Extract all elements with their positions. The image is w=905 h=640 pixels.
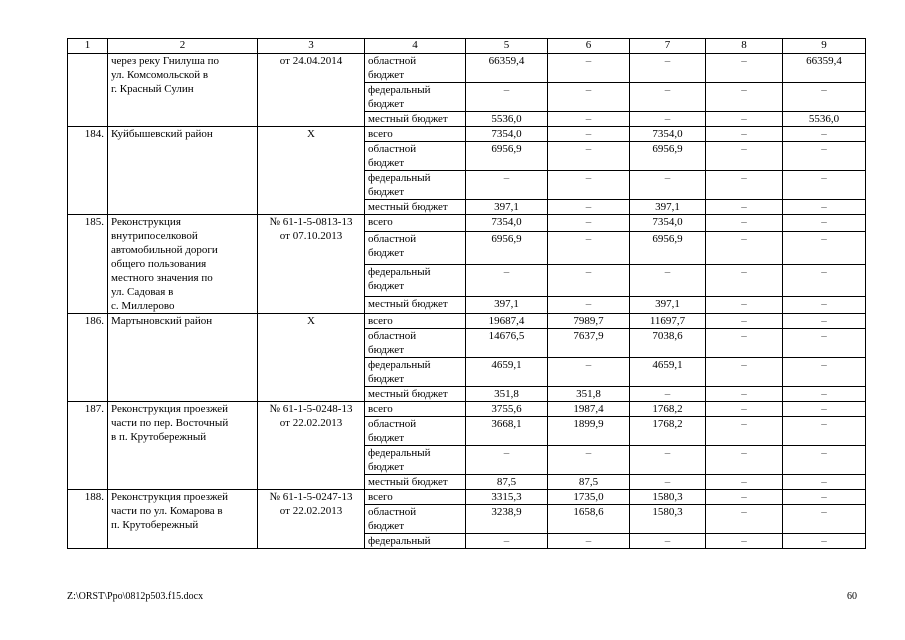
object-name-line: с. Миллерово: [111, 300, 175, 312]
amount-cell: 3668,1: [466, 417, 548, 446]
table-body: [68, 39, 866, 549]
amount-cell: –: [706, 314, 783, 329]
funding-source: [365, 446, 466, 475]
amount-cell: –: [706, 127, 783, 142]
funding-source: [365, 417, 466, 446]
amount-cell: –: [548, 142, 630, 171]
amount-cell: –: [548, 54, 630, 83]
amount-cell: –: [706, 417, 783, 446]
funding-source-line: бюджет: [368, 279, 404, 292]
document-reference: [258, 54, 365, 127]
amount-cell: –: [783, 490, 866, 505]
column-number: 6: [548, 39, 630, 54]
funding-source: [365, 534, 466, 549]
amount-cell: 66359,4: [466, 54, 548, 83]
table-row: [68, 490, 866, 505]
header-row: [68, 39, 866, 54]
amount-cell: –: [706, 297, 783, 314]
amount-cell: –: [783, 475, 866, 490]
item-number: 186.: [68, 314, 108, 402]
amount-cell: 397,1: [466, 297, 548, 314]
funding-source: [365, 314, 466, 329]
amount-cell: 87,5: [548, 475, 630, 490]
amount-cell: 4659,1: [630, 358, 706, 387]
column-number: 3: [258, 39, 365, 54]
funding-source: [365, 142, 466, 171]
amount-cell: –: [706, 387, 783, 402]
amount-cell: 5536,0: [783, 112, 866, 127]
amount-cell: 7637,9: [548, 329, 630, 358]
amount-cell: –: [548, 446, 630, 475]
funding-source: [365, 402, 466, 417]
footer-file-path: Z:\ORST\Ppo\0812p503.f15.docx: [67, 591, 204, 602]
amount-cell: 351,8: [548, 387, 630, 402]
amount-cell: 1580,3: [630, 490, 706, 505]
table-row: [68, 54, 866, 83]
amount-cell: 1768,2: [630, 402, 706, 417]
funding-source-line: федеральный: [368, 359, 431, 371]
amount-cell: 1899,9: [548, 417, 630, 446]
amount-cell: 397,1: [630, 200, 706, 215]
object-name-line: местного значения по: [111, 272, 213, 284]
funding-source-line: областной: [368, 55, 417, 67]
funding-source: [365, 387, 466, 402]
amount-cell: –: [783, 446, 866, 475]
amount-cell: 7354,0: [630, 215, 706, 232]
amount-cell: –: [706, 446, 783, 475]
amount-cell: 11697,7: [630, 314, 706, 329]
amount-cell: 7989,7: [548, 314, 630, 329]
object-name-line: Мартыновский район: [111, 315, 213, 327]
amount-cell: –: [466, 171, 548, 200]
document-reference-line: Х: [307, 128, 315, 140]
object-name-line: части по ул. Комарова в: [111, 505, 223, 517]
object-name-line: ул. Садовая в: [111, 286, 174, 298]
amount-cell: –: [783, 402, 866, 417]
document-reference: [258, 490, 365, 549]
object-name-line: г. Красный Сулин: [111, 83, 194, 95]
amount-cell: –: [783, 200, 866, 215]
funding-source-line: областной: [368, 143, 417, 155]
item-number: 188.: [68, 490, 108, 549]
amount-cell: 6956,9: [466, 231, 548, 264]
funding-source: [365, 329, 466, 358]
amount-cell: 3315,3: [466, 490, 548, 505]
amount-cell: –: [548, 112, 630, 127]
column-number: 7: [630, 39, 706, 54]
amount-cell: 14676,5: [466, 329, 548, 358]
funding-source-line: всего: [368, 403, 393, 415]
amount-cell: –: [783, 329, 866, 358]
funding-source: [365, 475, 466, 490]
document-reference: [258, 314, 365, 402]
funding-source: [365, 231, 466, 264]
amount-cell: 66359,4: [783, 54, 866, 83]
object-name-line: ул. Комсомольской в: [111, 69, 209, 81]
table-row: [68, 215, 866, 232]
funding-source: [365, 264, 466, 297]
funding-source-line: всего: [368, 491, 393, 503]
amount-cell: 3238,9: [466, 505, 548, 534]
funding-source-line: бюджет: [368, 461, 404, 473]
funding-source-line: местный бюджет: [368, 201, 448, 213]
amount-cell: 5536,0: [466, 112, 548, 127]
amount-cell: –: [706, 112, 783, 127]
funding-source-line: всего: [368, 216, 393, 228]
amount-cell: –: [548, 215, 630, 232]
funding-source-line: местный бюджет: [368, 298, 448, 311]
funding-source-line: бюджет: [368, 246, 404, 259]
funding-source-line: бюджет: [368, 157, 404, 169]
amount-cell: 1768,2: [630, 417, 706, 446]
document-reference-line: № 61-1-5-0813-13: [269, 216, 353, 228]
amount-cell: –: [706, 505, 783, 534]
amount-cell: –: [630, 54, 706, 83]
table-row: [68, 127, 866, 142]
funding-source-line: всего: [368, 128, 393, 140]
amount-cell: –: [783, 215, 866, 232]
document-reference-line: от 22.02.2013: [279, 505, 343, 517]
funding-source-line: бюджет: [368, 373, 404, 385]
amount-cell: –: [706, 490, 783, 505]
object-name-line: через реку Гнилуша по: [111, 55, 220, 67]
amount-cell: –: [706, 534, 783, 549]
object-name-line: части по пер. Восточный: [111, 417, 229, 429]
object-name-line: Реконструкция проезжей: [111, 491, 229, 503]
column-number: 8: [706, 39, 783, 54]
funding-source-line: федеральный: [368, 265, 431, 278]
amount-cell: –: [783, 387, 866, 402]
funding-source: [365, 490, 466, 505]
object-name: [108, 54, 258, 127]
document-reference-line: № 61-1-5-0247-13: [269, 491, 353, 503]
funding-source: [365, 505, 466, 534]
amount-cell: –: [630, 534, 706, 549]
amount-cell: –: [706, 475, 783, 490]
amount-cell: 1735,0: [548, 490, 630, 505]
object-name-line: автомобильной дороги: [111, 244, 218, 256]
amount-cell: –: [783, 83, 866, 112]
document-reference-line: Х: [307, 315, 315, 327]
document-reference-line: от 07.10.2013: [279, 230, 343, 242]
amount-cell: 6956,9: [466, 142, 548, 171]
amount-cell: –: [548, 127, 630, 142]
object-name: [108, 127, 258, 215]
amount-cell: –: [706, 83, 783, 112]
amount-cell: –: [783, 231, 866, 264]
funding-source-line: всего: [368, 315, 393, 327]
funding-source-line: бюджет: [368, 69, 404, 81]
funding-source: [365, 297, 466, 314]
amount-cell: –: [706, 54, 783, 83]
funding-source-line: местный бюджет: [368, 388, 448, 400]
amount-cell: –: [466, 446, 548, 475]
funding-source-line: бюджет: [368, 98, 404, 110]
amount-cell: 4659,1: [466, 358, 548, 387]
amount-cell: –: [706, 264, 783, 297]
object-name-line: Реконструкция: [111, 216, 181, 228]
amount-cell: 7038,6: [630, 329, 706, 358]
document-reference: [258, 215, 365, 314]
amount-cell: –: [548, 231, 630, 264]
amount-cell: –: [783, 417, 866, 446]
amount-cell: –: [783, 127, 866, 142]
funding-source: [365, 215, 466, 232]
amount-cell: –: [466, 83, 548, 112]
funding-source-line: федеральный: [368, 447, 431, 459]
item-number: 187.: [68, 402, 108, 490]
funding-source-line: областной: [368, 330, 417, 342]
funding-source-line: федеральный: [368, 535, 431, 547]
amount-cell: 397,1: [466, 200, 548, 215]
funding-source-line: местный бюджет: [368, 476, 448, 488]
amount-cell: –: [783, 264, 866, 297]
funding-source: [365, 127, 466, 142]
amount-cell: –: [706, 200, 783, 215]
amount-cell: –: [548, 264, 630, 297]
column-number: 4: [365, 39, 466, 54]
column-number: 9: [783, 39, 866, 54]
amount-cell: 6956,9: [630, 142, 706, 171]
amount-cell: –: [706, 329, 783, 358]
funding-source-line: бюджет: [368, 344, 404, 356]
amount-cell: –: [706, 215, 783, 232]
table-row: [68, 402, 866, 417]
amount-cell: 3755,6: [466, 402, 548, 417]
amount-cell: –: [783, 297, 866, 314]
amount-cell: –: [466, 534, 548, 549]
object-name-line: в п. Крутобережный: [111, 431, 207, 443]
funding-source: [365, 54, 466, 83]
document-reference-line: № 61-1-5-0248-13: [269, 403, 353, 415]
amount-cell: –: [548, 358, 630, 387]
amount-cell: –: [706, 171, 783, 200]
object-name-line: Куйбышевский район: [111, 128, 213, 140]
amount-cell: –: [783, 314, 866, 329]
object-name: [108, 215, 258, 314]
document-reference-line: от 24.04.2014: [279, 55, 343, 67]
funding-source-line: бюджет: [368, 186, 404, 198]
amount-cell: 351,8: [466, 387, 548, 402]
footer-page-number: 60: [847, 591, 857, 602]
amount-cell: 7354,0: [466, 215, 548, 232]
item-number: 184.: [68, 127, 108, 215]
column-number: 2: [108, 39, 258, 54]
object-name: [108, 490, 258, 549]
amount-cell: –: [630, 387, 706, 402]
amount-cell: –: [706, 358, 783, 387]
funding-source-line: областной: [368, 418, 417, 430]
item-number: 185.: [68, 215, 108, 314]
amount-cell: –: [783, 171, 866, 200]
funding-source-line: бюджет: [368, 432, 404, 444]
amount-cell: 1987,4: [548, 402, 630, 417]
object-name-line: внутрипоселковой: [111, 230, 198, 242]
funding-source: [365, 83, 466, 112]
funding-source-line: областной: [368, 232, 417, 245]
amount-cell: –: [783, 505, 866, 534]
amount-cell: –: [706, 142, 783, 171]
funding-source-line: областной: [368, 506, 417, 518]
amount-cell: 397,1: [630, 297, 706, 314]
amount-cell: –: [548, 171, 630, 200]
column-number: 5: [466, 39, 548, 54]
amount-cell: 7354,0: [466, 127, 548, 142]
funding-source-line: федеральный: [368, 172, 431, 184]
amount-cell: –: [630, 446, 706, 475]
funding-source-line: бюджет: [368, 520, 404, 532]
amount-cell: –: [466, 264, 548, 297]
amount-cell: –: [630, 475, 706, 490]
amount-cell: 19687,4: [466, 314, 548, 329]
object-name-line: Реконструкция проезжей: [111, 403, 229, 415]
amount-cell: –: [630, 264, 706, 297]
amount-cell: –: [548, 534, 630, 549]
amount-cell: 6956,9: [630, 231, 706, 264]
document-reference-line: от 22.02.2013: [279, 417, 343, 429]
object-name: [108, 402, 258, 490]
amount-cell: 87,5: [466, 475, 548, 490]
object-name-line: п. Крутобережный: [111, 519, 199, 531]
amount-cell: –: [630, 83, 706, 112]
amount-cell: –: [548, 83, 630, 112]
amount-cell: –: [783, 142, 866, 171]
amount-cell: 1580,3: [630, 505, 706, 534]
object-name: [108, 314, 258, 402]
funding-source: [365, 200, 466, 215]
funding-source: [365, 171, 466, 200]
funding-source-line: местный бюджет: [368, 113, 448, 125]
amount-cell: –: [548, 297, 630, 314]
funding-source: [365, 358, 466, 387]
object-name-line: общего пользования: [111, 258, 207, 270]
amount-cell: –: [630, 112, 706, 127]
funding-source: [365, 112, 466, 127]
amount-cell: –: [630, 171, 706, 200]
table-row: [68, 314, 866, 329]
funding-source-line: федеральный: [368, 84, 431, 96]
item-number: [68, 54, 108, 127]
budget-table: [67, 38, 866, 549]
amount-cell: 7354,0: [630, 127, 706, 142]
document-reference: [258, 127, 365, 215]
document-reference: [258, 402, 365, 490]
amount-cell: –: [548, 200, 630, 215]
amount-cell: –: [706, 402, 783, 417]
amount-cell: –: [783, 534, 866, 549]
amount-cell: –: [706, 231, 783, 264]
amount-cell: –: [783, 358, 866, 387]
column-number: 1: [68, 39, 108, 54]
amount-cell: 1658,6: [548, 505, 630, 534]
